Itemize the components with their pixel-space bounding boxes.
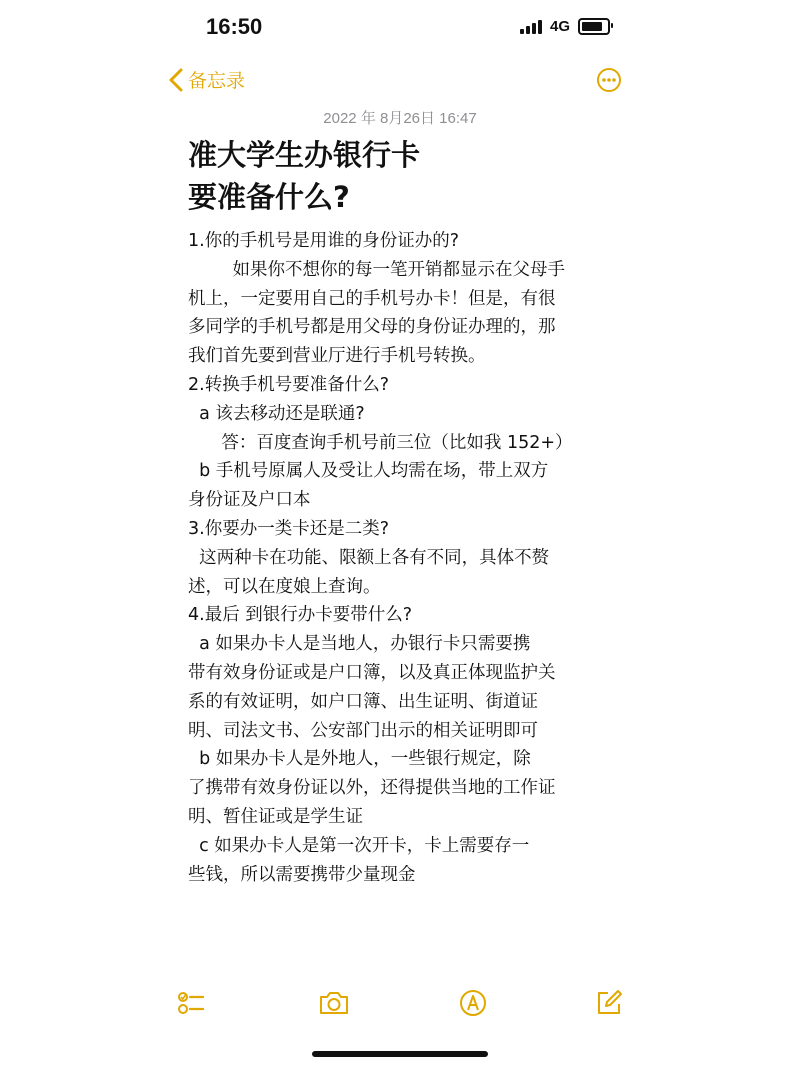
note-body-line: c 如果办卡人是第一次开卡，卡上需要存一 (188, 835, 530, 856)
note-title[interactable] (188, 134, 608, 218)
note-body-line: 我们首先要到营业厅进行手机号转换。 (188, 346, 486, 367)
note-body-line: a 该去移动还是联通? (188, 403, 365, 424)
note-body-line: 这两种卡在功能、限额上各有不同，具体不赘 (188, 547, 550, 568)
checklist-button[interactable] (176, 988, 206, 1018)
chevron-left-icon (168, 67, 184, 93)
note-body-line: a 如果办卡人是当地人，办银行卡只需要携 (188, 634, 531, 655)
network-type: 4G (549, 18, 570, 35)
note-title-line: 准大学生办银行卡 (188, 138, 421, 172)
camera-button[interactable] (317, 988, 351, 1018)
status-indicators (520, 18, 610, 35)
note-body-line: 明、暂住证或是学生证 (188, 806, 363, 827)
note-body-line: 带有效身份证或是户口簿，以及真正体现监护关 (188, 662, 556, 683)
note-body-line: 系的有效证明，如户口簿、出生证明、街道证 (188, 691, 538, 712)
back-button[interactable] (168, 66, 245, 93)
note-body-line: b 如果办卡人是外地人，一些银行规定，除 (188, 749, 531, 770)
note-body-line: 机上，一定要用自己的手机号办卡！但是，有很 (188, 288, 556, 309)
status-time: 16:50 (206, 14, 263, 39)
home-indicator[interactable] (312, 1051, 488, 1057)
note-title-line: 要准备什么? (188, 180, 350, 214)
note-date: 2022 年 8月26日 16:47 (323, 110, 477, 127)
markup-pen-icon (458, 988, 488, 1018)
compose-button[interactable] (594, 988, 624, 1018)
bottom-toolbar (160, 988, 640, 1018)
back-label: 备忘录 (188, 70, 246, 92)
ellipsis-circle-icon (596, 67, 622, 93)
notes-screen (160, 0, 640, 1067)
note-body-line: 4.最后 到银行办卡要带什么? (188, 605, 413, 626)
note-body-line: 述，可以在度娘上查询。 (188, 576, 381, 597)
note-body-line: 1.你的手机号是用谁的身份证办的? (188, 231, 459, 251)
battery-level (582, 22, 602, 31)
note-body[interactable] (188, 227, 618, 889)
battery-icon (578, 18, 610, 35)
markup-button[interactable] (458, 988, 488, 1018)
checklist-icon (176, 988, 206, 1018)
camera-icon (317, 988, 351, 1018)
note-body-line: 2.转换手机号要准备什么? (188, 374, 389, 395)
note-body-line: 明、司法文书、公安部门出示的相关证明即可 (188, 720, 538, 741)
more-button[interactable] (596, 67, 620, 91)
note-body-line: 多同学的手机号都是用父母的身份证办理的，那 (188, 317, 556, 338)
note-body-line: 答：百度查询手机号前三位（比如我 152+） (188, 432, 573, 453)
note-body-line: 3.你要办一类卡还是二类? (188, 518, 389, 539)
note-body-line: 身份证及户口本 (188, 490, 311, 511)
signal-icon (520, 20, 542, 34)
note-body-line: 些钱，所以需要携带少量现金 (188, 864, 416, 885)
note-body-line: 了携带有效身份证以外，还得提供当地的工作证 (188, 778, 556, 799)
note-body-line: 如果你不想你的每一笔开销都显示在父母手 (188, 259, 566, 280)
note-body-line: b 手机号原属人及受让人均需在场，带上双方 (188, 461, 549, 482)
compose-icon (594, 988, 624, 1018)
